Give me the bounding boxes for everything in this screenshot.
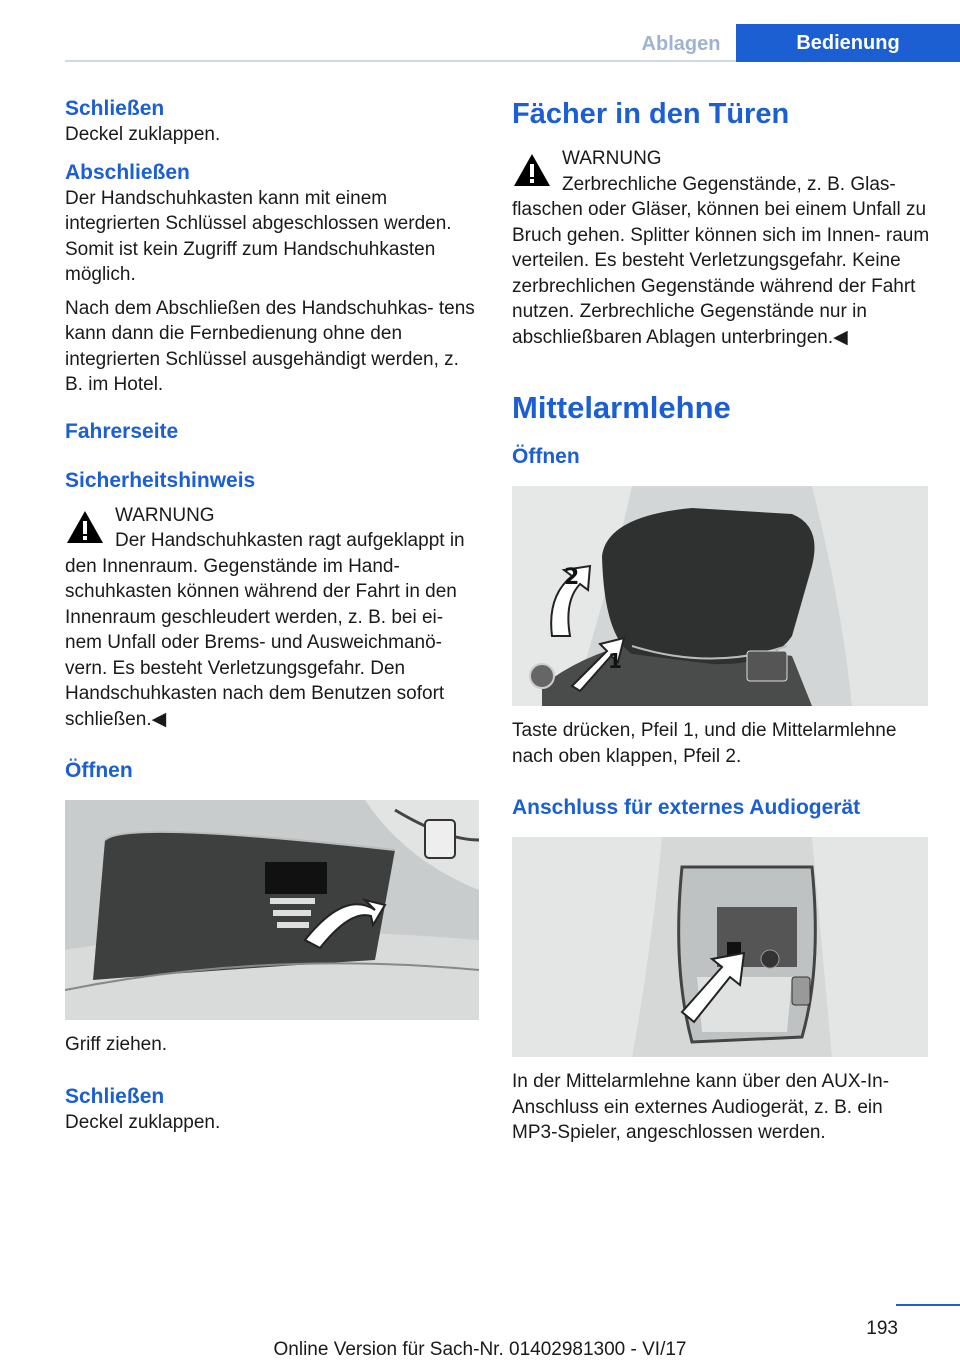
- text-deckel-zuklappen: Deckel zuklappen.: [65, 124, 221, 145]
- text-abschliessen-1: Der Handschuhkasten kann mit einem integrierten Schlüssel abgeschlossen werden. Somit ist kein Zugriff zum Handschuhkasten möglich.: [65, 187, 452, 285]
- glovebox-image: [65, 800, 479, 1020]
- heading-schliessen-2: Schließen: [65, 1084, 165, 1108]
- heading-schliessen: Schließen: [65, 97, 165, 120]
- caption-griff-ziehen: Griff ziehen.: [65, 1034, 168, 1055]
- text-deckel-zuklappen-2: Deckel zuklappen.: [65, 1111, 221, 1133]
- heading-fahrerseite: Fahrerseite: [65, 419, 179, 443]
- caption-aux: In der Mittelarmlehne kann über den AUX-In- Anschluss ein externes Audiogerät, z. B. ein MP3-Spieler, angeschlossen werden.: [512, 1071, 890, 1143]
- warning-block: [65, 503, 479, 733]
- warning-text-doors: Zerbrechliche Gegenstände, z. B. Glas‐ flaschen oder Gläser, können bei einem Unfall zu Bruch gehen. Splitter können sich im Innen‐ raum verteilen. Es besteht Verletzungsgefahr. Keine zerbrechlichen Gegenstände während der Fahrt nutzen. Zerbrechliche Gegenstände nur in abschließbaren Ablagen unterbringen.◀: [512, 173, 930, 348]
- warning-icon: [65, 509, 105, 545]
- warning-icon: [512, 152, 552, 188]
- warning-text: Der Handschuhkasten ragt aufgeklappt in den Innenraum. Gegenstände im Hand‐ schuhkasten können während der Fahrt in den Innenraum geschleudert werden, z. B. bei ei‐ nem Unfall oder Brems- und Ausweichmanö‐ vern. Es besteht Verletzungsgefahr. Den Handschuhkasten nach dem Benutzen sofort schließen.◀: [65, 530, 465, 730]
- armrest-image: [512, 486, 928, 706]
- caption-armrest: Taste drücken, Pfeil 1, und die Mittelarmlehne nach oben klappen, Pfeil 2.: [512, 720, 897, 767]
- heading-anschluss-audio: Anschluss für externes Audiogerät: [512, 796, 861, 819]
- heading-mittelarmlehne: Mittelarmlehne: [512, 390, 731, 425]
- aux-image: [512, 837, 928, 1057]
- heading-abschliessen: Abschließen: [65, 160, 190, 184]
- heading-sicherheitshinweis: Sicherheitshinweis: [65, 468, 256, 492]
- arrow-label-2: 2: [564, 565, 580, 590]
- tab-bedienung[interactable]: Bedienung: [736, 24, 960, 62]
- warning-block-doors: [512, 146, 930, 350]
- warning-title: WARNUNG: [115, 504, 215, 526]
- heading-oeffnen-armrest: Öffnen: [512, 445, 580, 468]
- warning-title-doors: WARNUNG: [562, 148, 662, 169]
- footer-text: Online Version für Sach-Nr. 01402981300 - VI/17: [273, 1339, 687, 1360]
- page-number: 193: [866, 1318, 898, 1339]
- heading-faecher-tueren: Fächer in den Türen: [512, 98, 790, 130]
- arrow-label-1: 1: [608, 649, 622, 673]
- heading-oeffnen: Öffnen: [65, 759, 133, 782]
- left-column: [65, 96, 479, 1135]
- text-abschliessen-2: Nach dem Abschließen des Handschuhkas‐ tens kann dann die Fernbedienung ohne den integrierten Schlüssel ausgehändigt werden, z. B. im Hotel.: [65, 297, 475, 395]
- footer-rule: [896, 1304, 960, 1306]
- tab-ablagen[interactable]: Ablagen: [641, 33, 721, 55]
- right-column: [512, 96, 930, 1146]
